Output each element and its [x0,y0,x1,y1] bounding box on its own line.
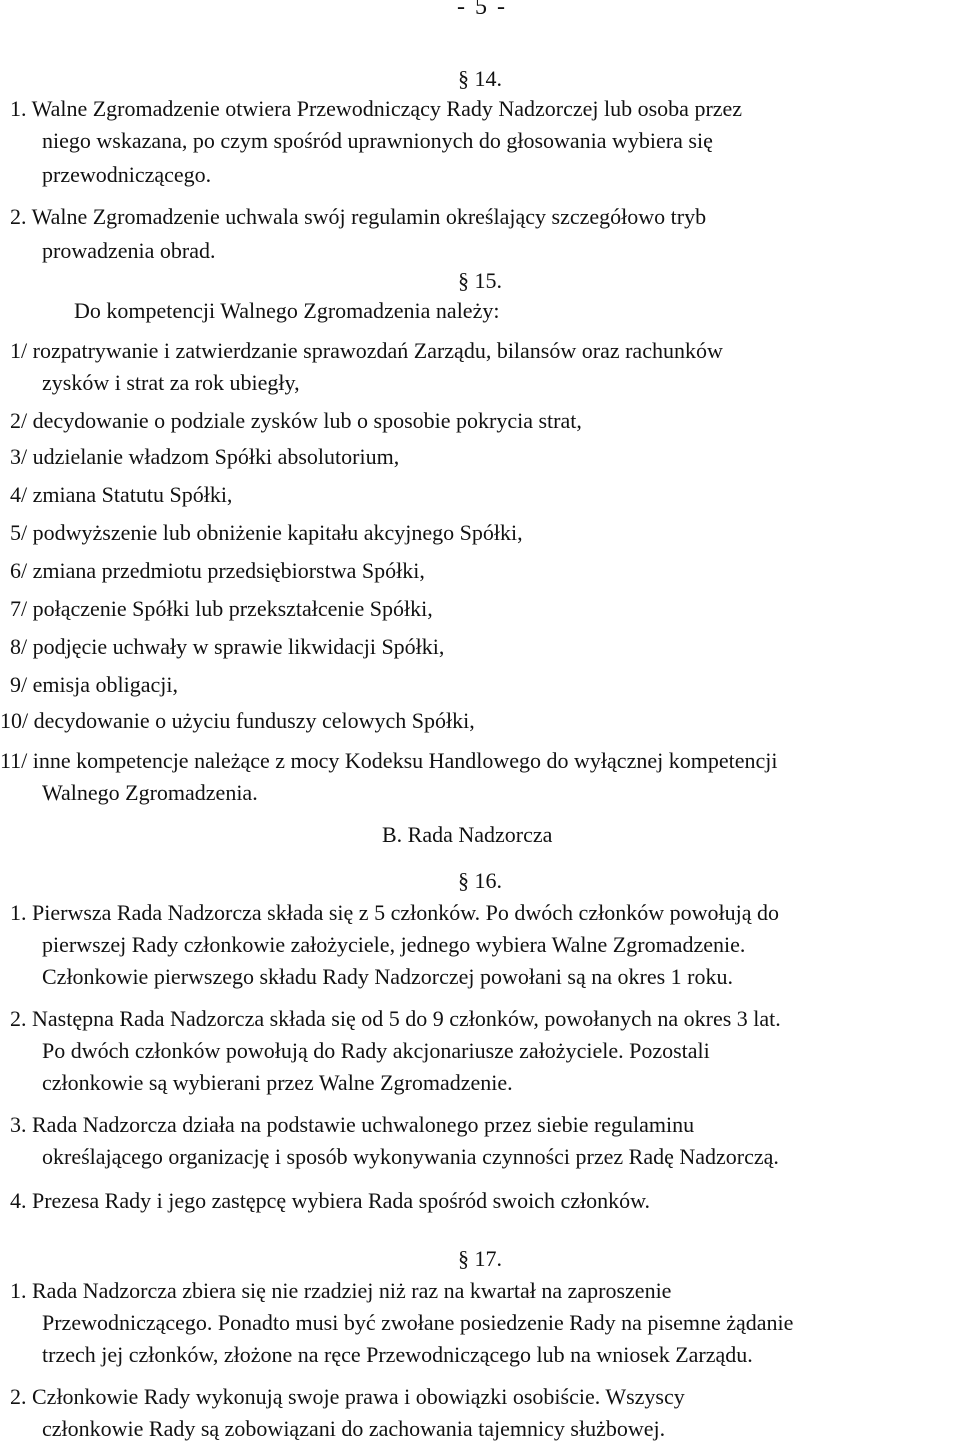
s15-item-9: 9/ emisja obligacji, [10,672,179,697]
s17-p2-line1: 2. Członkowie Rady wykonują swoje prawa i obowiązki osobiście. Wszyscy [10,1384,685,1409]
s14-p1-line3: przewodniczącego. [42,162,212,187]
s15-item-7: 7/ połączenie Spółki lub przekształcenie Spółki, [10,596,433,621]
s17-p1-line1: 1. Rada Nadzorcza zbiera się nie rzadziej niż raz na kwartał na zaproszenie [10,1278,672,1303]
s15-item-2: 2/ decydowanie o podziale zysków lub o sposobie pokrycia strat, [10,408,582,433]
s15-item-10: 10/ decydowanie o użyciu funduszy celowych Spółki, [0,708,475,733]
section-15-intro: Do kompetencji Walnego Zgromadzenia należy: [74,298,500,323]
section-17-heading: § 17. [458,1246,502,1271]
section-14-heading: § 14. [458,66,502,91]
s15-item-3: 3/ udzielanie władzom Spółki absolutorium, [10,444,400,469]
s15-item-1-line1: 1/ rozpatrywanie i zatwierdzanie sprawozdań Zarządu, bilansów oraz rachunków [10,338,723,363]
s14-p1-line1: 1. Walne Zgromadzenie otwiera Przewodniczący Rady Nadzorczej lub osoba przez [10,96,743,121]
s16-p1-line3: Członkowie pierwszego składu Rady Nadzorczej powołani są na okres 1 roku. [42,964,733,989]
s15-item-5: 5/ podwyższenie lub obniżenie kapitału akcyjnego Spółki, [10,520,523,545]
s15-item-8: 8/ podjęcie uchwały w sprawie likwidacji Spółki, [10,634,445,659]
s14-p1-line2: niego wskazana, po czym spośród uprawnionych do głosowania wybiera się [42,128,713,153]
s16-p1-line1: 1. Pierwsza Rada Nadzorcza składa się z 5 członków. Po dwóch członków powołują do [10,900,779,925]
s15-item-11-line2: Walnego Zgromadzenia. [42,780,258,805]
section-15-heading: § 15. [458,268,502,293]
s15-item-6: 6/ zmiana przedmiotu przedsiębiorstwa Spółki, [10,558,425,583]
s15-item-11-line1: 11/ inne kompetencje należące z mocy Kodeksu Handlowego do wyłącznej kompetencji [0,748,778,773]
s17-p2-line2: członkowie Rady są zobowiązani do zachowania tajemnicy służbowej. [42,1416,666,1441]
s16-p2-line3: członkowie są wybierani przez Walne Zgromadzenie. [42,1070,513,1095]
s15-item-1-line2: zysków i strat za rok ubiegły, [42,370,300,395]
s16-p4-line1: 4. Prezesa Rady i jego zastępcę wybiera Rada spośród swoich członków. [10,1188,651,1213]
s14-p2-line2: prowadzenia obrad. [42,238,216,263]
s16-p2-line1: 2. Następna Rada Nadzorcza składa się od 5 do 9 członków, powołanych na okres 3 lat. [10,1006,781,1031]
s14-p2-line1: 2. Walne Zgromadzenie uchwala swój regulamin określający szczegółowo tryb [10,204,707,229]
s17-p1-line3: trzech jej członków, złożone na ręce Przewodniczącego lub na wniosek Zarządu. [42,1342,753,1367]
page-number: - 5 - [457,0,507,20]
section-16-heading: § 16. [458,868,502,893]
s15-item-4: 4/ zmiana Statutu Spółki, [10,482,233,507]
s16-p3-line1: 3. Rada Nadzorcza działa na podstawie uchwalonego przez siebie regulaminu [10,1112,695,1137]
s16-p3-line2: określającego organizację i sposób wykonywania czynności przez Radę Nadzorczą. [42,1144,779,1169]
s17-p1-line2: Przewodniczącego. Ponadto musi być zwołane posiedzenie Rady na pisemne żądanie [42,1310,794,1335]
section-b-heading: B. Rada Nadzorcza [382,822,553,847]
s16-p1-line2: pierwszej Rady członkowie założyciele, jednego wybiera Walne Zgromadzenie. [42,932,746,957]
s16-p2-line2: Po dwóch członków powołują do Rady akcjonariusze założyciele. Pozostali [42,1038,710,1063]
